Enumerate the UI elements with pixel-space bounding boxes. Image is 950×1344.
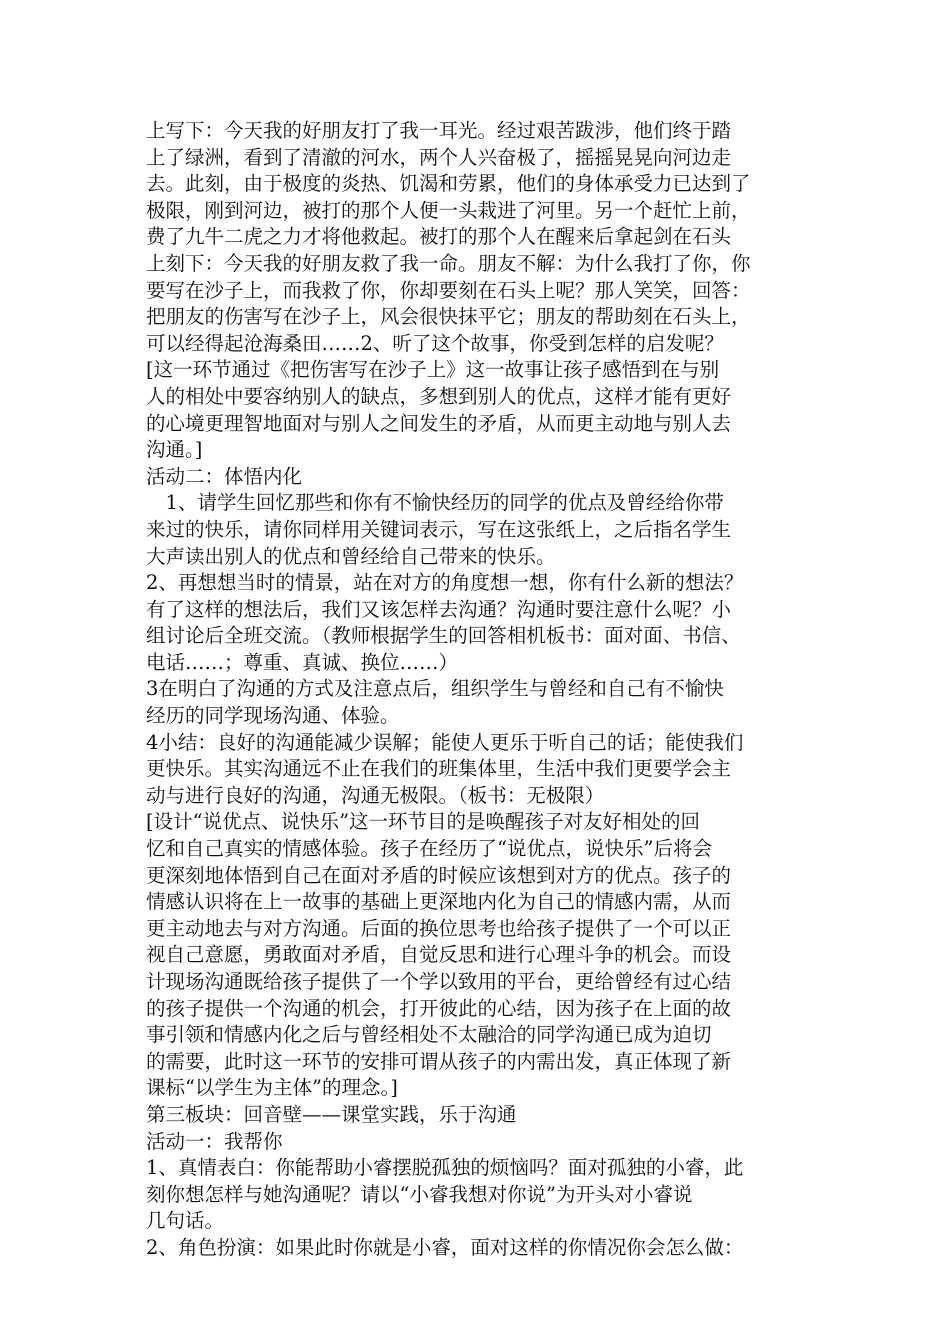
text-line: 要写在沙子上，而我救了你，你却要刻在石头上呢？那人笑笑，回答： [146,278,751,302]
text-line: 活动一：我帮你 [146,1129,283,1153]
text-line: 人的相处中要容纳别人的缺点，多想到别人的优点，这样才能有更好 [146,384,732,408]
text-line: 计现场沟通既给孩子提供了一个学以致用的平台，更给曾经有过心结 [146,970,732,993]
text-line: 更主动地去与对方沟通。后面的换位思考也给孩子提供了一个可以正 [146,916,732,940]
text-line: 动与进行良好的沟通，沟通无极限。（板书：无极限） [146,783,605,807]
text-line: 事引领和情感内化之后与曾经相处不太融洽的同学沟通已成为迫切 [146,1023,712,1047]
text-line: 上写下：今天我的好朋友打了我一耳光。经过艰苦跋涉，他们终于踏 [146,119,732,142]
text-line: 去。此刻，由于极度的炎热、饥渴和劳累，他们的身体承受力已达到了 [146,172,751,196]
text-line: 情感认识将在上一故事的基础上更深地内化为自己的情感内需，从而 [146,890,732,914]
text-line: 的需要，此时这一环节的安排可谓从孩子的内需出发，真正体现了新 [146,1049,732,1073]
text-line: 课标“以学生为主体”的理念。] [146,1076,398,1100]
text-line: 3在明白了沟通的方式及注意点后，组织学生与曾经和自己有不愉快 [146,677,724,701]
text-line: 组讨论后全班交流。（教师根据学生的回答相机板书：面对面、书信、 [146,624,741,648]
text-line: 电话……；尊重、真诚、换位……） [146,650,459,674]
text-line: 可以经得起沧海桑田……2、听了这个故事，你受到怎样的启发呢？ [146,331,724,355]
text-line: 视自己意愿，勇敢面对矛盾，自觉反思和进行心理斗争的机会。而设 [146,943,732,967]
text-line: 忆和自己真实的情感体验。孩子在经历了“说优点，说快乐”后将会 [146,837,712,861]
text-line: 更深刻地体悟到自己在面对矛盾的时候应该想到对方的优点。孩子的 [146,863,732,887]
text-line: 大声读出别人的优点和曾经给自己带来的快乐。 [146,544,556,568]
document-body [146,118,806,1262]
text-line: 上了绿洲，看到了清澈的河水，两个人兴奋极了，摇摇晃晃向河边走 [146,145,732,169]
text-line: 更快乐。其实沟通远不止在我们的班集体里，生活中我们更要学会主 [146,757,732,781]
text-line: 刻你想怎样与她沟通呢？请以“小睿我想对你说”为开头对小睿说 [146,1182,693,1206]
text-line: 极限，刚到河边，被打的那个人便一头栽进了河里。另一个赶忙上前， [146,198,751,222]
text-line: 上刻下：今天我的好朋友救了我一命。朋友不解：为什么我打了你，你 [146,251,751,275]
text-line: 沟通。] [146,438,203,462]
text-line: 几句话。 [146,1209,225,1233]
text-line: 经历的同学现场沟通、体验。 [146,704,400,728]
text-line: 2、再想想当时的情景，站在对方的角度想一想，你有什么新的想法？ [146,571,744,595]
text-line: 有了这样的想法后，我们又该怎样去沟通？沟通时要注意什么呢？小 [146,597,732,621]
text-line: 2、角色扮演：如果此时你就是小睿，面对这样的你情况你会怎么做： [146,1235,744,1259]
text-line: 第三板块：回音壁——课堂实践，乐于沟通 [146,1102,517,1126]
text-line: 4小结：良好的沟通能减少误解；能使人更乐于听自己的话；能使我们 [146,730,744,754]
text-line: 1、请学生回忆那些和你有不愉快经历的同学的优点及曾经给你带 [146,491,724,515]
text-line: 1、真情表白：你能帮助小睿摆脱孤独的烦恼吗？面对孤独的小睿，此 [146,1156,744,1180]
text-line: 活动二：体悟内化 [146,464,303,488]
text-line: 的心境更理智地面对与别人之间发生的矛盾，从而更主动地与别人去 [146,411,732,435]
text-line: 来过的快乐，请你同样用关键词表示，写在这张纸上，之后指名学生 [146,517,732,541]
text-line: 的孩子提供一个沟通的机会，打开彼此的心结，因为孩子在上面的故 [146,996,732,1020]
text-line: 费了九牛二虎之力才将他救起。被打的那个人在醒来后拿起剑在石头 [146,225,732,249]
text-line: 把朋友的伤害写在沙子上，风会很快抹平它；朋友的帮助刻在石头上， [146,305,751,329]
text-line: [这一环节通过《把伤害写在沙子上》这一故事让孩子感悟到在与别 [146,358,720,382]
text-line: [设计“说优点、说快乐”这一环节目的是唤醒孩子对友好相处的回 [146,810,701,834]
